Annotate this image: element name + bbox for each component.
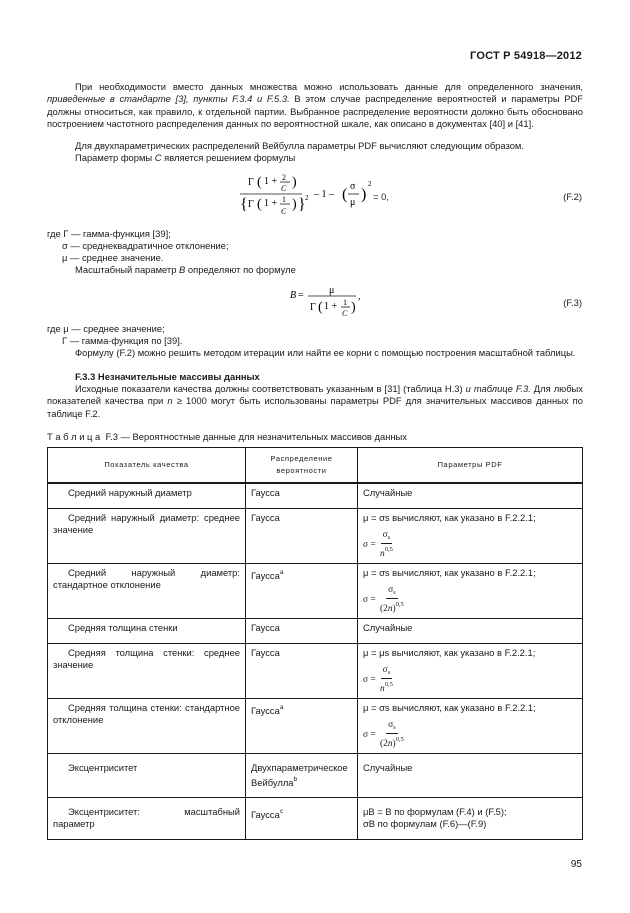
svg-text:1 +: 1 +: [264, 176, 278, 187]
page-number: 95: [570, 859, 582, 870]
p4-text-a: Масштабный параметр: [75, 264, 180, 275]
svg-text:{: {: [240, 196, 248, 213]
table-row: [48, 798, 583, 840]
header-pdf: Параметры PDF: [358, 448, 583, 484]
formula-f3: [290, 283, 370, 324]
legend1-gamma: [47, 228, 171, 240]
svg-text:(: (: [257, 175, 262, 190]
cell-distribution: Гаусса: [251, 705, 280, 716]
table-f3: [47, 447, 583, 840]
cell-indicator: Средний наружный диаметр: среднее значение: [53, 512, 240, 535]
svg-text:C: C: [281, 184, 287, 193]
svg-text:Γ: Γ: [310, 302, 316, 313]
cell-indicator: Средний наружный диаметр: стандартное отклонение: [53, 567, 240, 590]
svg-text:): ): [351, 300, 356, 315]
table-row: [48, 509, 583, 564]
cell-pdf: μ = σs вычисляют, как указано в F.2.2.1;: [363, 512, 536, 523]
svg-text:1: 1: [343, 298, 347, 307]
footnote-mark: a: [279, 569, 284, 576]
p3-text-a: Параметр формы: [75, 152, 155, 163]
svg-text:=: =: [298, 290, 304, 301]
legend1-sigma: σ — среднеквадратичное отклонение;: [62, 240, 229, 251]
cell-indicator: Средняя толщина стенки: [68, 622, 178, 633]
cell-pdf: μB = B по формулам (F.4) и (F.5);: [363, 806, 507, 817]
svg-text:1 +: 1 +: [324, 301, 338, 312]
cell-pdf: Случайные: [363, 487, 413, 498]
svg-text:2: 2: [368, 180, 372, 188]
paragraph-iteration: Формулу (F.2) можно решить методом итерации или найти ее корни с помощью построения масштабной таблицы.: [75, 347, 576, 358]
formula-f2-tail: = 0,: [373, 191, 389, 202]
cell-indicator: Средний наружный диаметр: [68, 487, 192, 498]
cell-pdf-formula: σ = $\frac{\sigma_s}{n^{0,5}}$: [363, 530, 393, 559]
paragraph-weibull: Для двухпараметрических распределений Вейбулла параметры PDF вычисляют следующим образом.: [75, 140, 524, 151]
paragraph-shape-param: [47, 152, 583, 164]
cell-indicator: Средняя толщина стенки: стандартное отклонение: [53, 702, 240, 725]
p4-var: B: [179, 264, 186, 275]
cell-pdf: Случайные: [363, 622, 413, 633]
svg-text:C: C: [342, 309, 348, 318]
cell-pdf-line2: σB по формулам (F.6)—(F.9): [363, 818, 487, 829]
cell-pdf-formula: σ = $\frac{\sigma_s}{n^{0,5}}$: [363, 665, 393, 694]
cell-pdf: μ = σs вычисляют, как указано в F.2.2.1;: [363, 702, 536, 713]
svg-text:2: 2: [305, 194, 309, 202]
p6-var: n: [167, 395, 173, 407]
table-caption: Т а б л и ц а F.3 — Вероятностные данные для незначительных массивов данных: [47, 431, 407, 442]
svg-text:(: (: [342, 186, 348, 203]
cell-distribution: Двухпараметрическое Вейбулла: [251, 762, 348, 788]
legend1-where: где: [47, 228, 61, 239]
cell-distribution: Гаусса: [251, 487, 280, 498]
legend2-where: где: [47, 323, 61, 334]
svg-text:): ): [292, 197, 297, 212]
table-row: [48, 483, 583, 509]
cell-distribution: Гаусса: [251, 512, 280, 523]
p6-text-c: Для любых показателей качества при: [47, 383, 583, 407]
cell-distribution: Гаусса: [251, 622, 280, 633]
section-title: F.3.3 Незначительные массивы данных: [75, 371, 260, 382]
paragraph-indicators: [47, 383, 583, 420]
table-row: [48, 754, 583, 798]
svg-text:Γ: Γ: [248, 177, 254, 188]
p6-text-italic: и таблице F.3.: [465, 383, 531, 394]
paragraph-data-choice: [47, 81, 583, 131]
cell-distribution: Гаусса: [251, 647, 280, 658]
table-row: [48, 564, 583, 619]
svg-text:1: 1: [282, 195, 286, 204]
p4-text-b: определяют по формуле: [185, 264, 296, 275]
svg-text:): ): [292, 175, 297, 190]
cell-pdf-formula: σ = $\frac{\sigma_s}{(2n)^{0,5}}$: [363, 720, 404, 749]
footnote-mark: a: [279, 704, 284, 711]
p6-text-d: ≥ 1000 могут быть использованы параметры PDF для значительных массивов данных по таблице F.2.: [47, 395, 583, 419]
svg-text:2: 2: [282, 173, 286, 182]
cell-indicator: Эксцентриситет: [68, 762, 138, 773]
p6-text-a: Исходные показатели качества должны соответствовать указанным в [31] (таблица H.3): [75, 383, 466, 394]
table-header-row: [48, 448, 583, 484]
svg-text:μ: μ: [329, 285, 335, 296]
cell-indicator: Средняя толщина стенки: среднее значение: [53, 647, 240, 670]
legend1-mu: μ — среднее значение.: [62, 252, 164, 263]
svg-text:}: }: [298, 196, 306, 213]
header-distribution: Распределение вероятности: [246, 448, 358, 484]
p3-text-b: является решением формулы: [161, 152, 296, 163]
formula-f3-graphic: [290, 283, 370, 321]
cell-distribution: Гаусса: [251, 809, 280, 820]
cell-indicator: Эксцентриситет: масштабный параметр: [53, 806, 240, 829]
table-row: [48, 644, 583, 699]
p1-text-c: В этом случае распределение вероятностей и параметры PDF должны относиться, как правило, к отдельной партии. Выбранное распределение вероятности должно быть обосновано построением частотного распределения данных по вероятностной шкале, как описано в документах [40] и [41].: [47, 93, 583, 130]
svg-text:μ: μ: [350, 197, 356, 208]
p3-var: C: [154, 152, 162, 163]
svg-text:): ): [361, 186, 367, 203]
cell-pdf-formula: σ = $\frac{\sigma_s}{(2n)^{0,5}}$: [363, 585, 404, 614]
cell-distribution: Гаусса: [251, 570, 280, 581]
svg-text:1 +: 1 +: [264, 198, 278, 209]
svg-text:– 1 –: – 1 –: [314, 189, 334, 200]
document-header: ГОСТ Р 54918—2012: [470, 50, 582, 62]
formula-f3-number: (F.3): [563, 297, 582, 308]
cell-pdf: μ = σs вычисляют, как указано в F.2.2.1;: [363, 567, 536, 578]
legend1-gamma-text: Γ — гамма-функция [39];: [63, 228, 171, 239]
legend2-mu-text: μ — среднее значение;: [63, 323, 165, 334]
formula-f2: [240, 172, 400, 225]
cell-pdf: μ = μs вычисляют, как указано в F.2.2.1;: [363, 647, 536, 658]
p1-text-italic: приведенные в стандарте [3], пункты F.3.4 и F.5.3.: [47, 93, 290, 105]
cell-pdf: Случайные: [363, 762, 413, 773]
p1-text-a: При необходимости вместо данных множества можно использовать данные для определенного значения,: [75, 81, 583, 92]
svg-text:C: C: [281, 207, 287, 216]
svg-text:(: (: [318, 300, 323, 315]
footnote-mark: b: [293, 776, 298, 783]
svg-text:,: ,: [358, 291, 361, 302]
table-row: [48, 619, 583, 644]
header-indicator: Показатель качества: [48, 448, 246, 484]
table-row: [48, 699, 583, 754]
paragraph-scale-param: [47, 264, 583, 276]
svg-text:B: B: [290, 290, 297, 301]
legend2-mu: [47, 323, 165, 335]
svg-text:Γ: Γ: [248, 199, 254, 210]
formula-f2-number: (F.2): [563, 191, 582, 202]
legend2-gamma: Γ — гамма-функция по [39].: [62, 335, 183, 346]
svg-text:(: (: [257, 197, 262, 212]
footnote-mark: c: [279, 808, 284, 815]
svg-text:σ: σ: [350, 181, 356, 192]
